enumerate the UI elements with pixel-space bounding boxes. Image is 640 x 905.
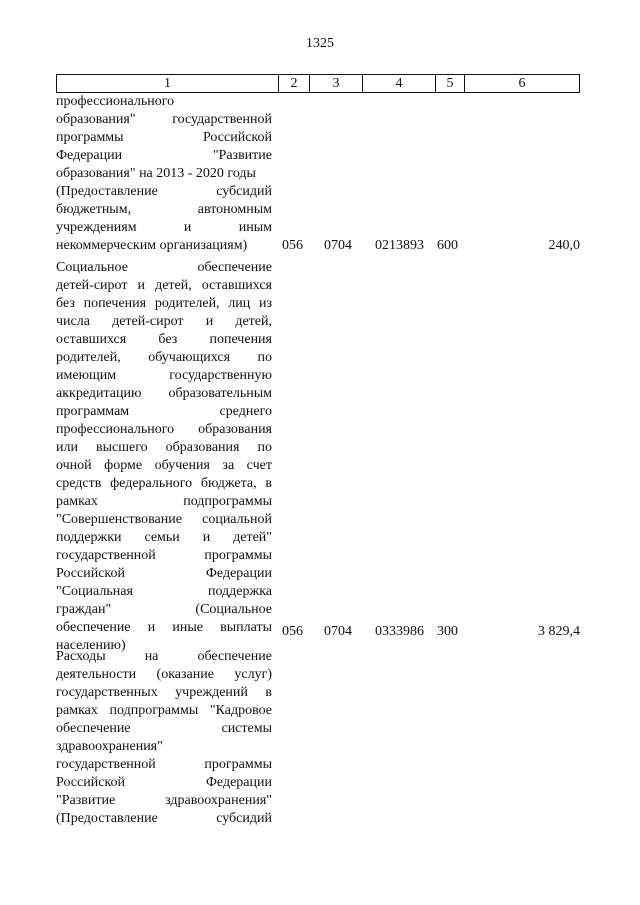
description-line: очной форме обучения за счет bbox=[56, 458, 272, 473]
description-line: профессионального bbox=[56, 94, 175, 109]
description-line: имеющим государственную bbox=[56, 368, 272, 383]
description-line: обеспечение системы bbox=[56, 721, 272, 736]
row-description bbox=[56, 93, 272, 255]
description-line: рамках подпрограммы bbox=[56, 494, 272, 509]
description-line: или высшего образования по bbox=[56, 440, 272, 455]
description-line: государственных учреждений в bbox=[56, 685, 272, 700]
description-line: некоммерческим организациям) bbox=[56, 238, 248, 253]
description-line: программы Российской bbox=[56, 130, 272, 145]
admin-code: 056 bbox=[282, 238, 303, 253]
description-line: государственной программы bbox=[56, 548, 272, 563]
description-line: детей-сирот и детей, оставшихся bbox=[56, 278, 272, 293]
description-line: Федерации "Развитие bbox=[56, 148, 272, 163]
description-line: числа детей-сирот и детей, bbox=[56, 314, 272, 329]
description-line: населению) bbox=[56, 638, 126, 653]
description-line: бюджетным, автономным bbox=[56, 202, 272, 217]
description-line: Социальное обеспечение bbox=[56, 260, 272, 275]
section-code: 0704 bbox=[324, 238, 352, 253]
description-line: без попечения родителей, лиц из bbox=[56, 296, 272, 311]
description-line: аккредитацию образовательным bbox=[56, 386, 272, 401]
description-line: обеспечение и иные выплаты bbox=[56, 620, 272, 635]
description-line: граждан" (Социальное bbox=[56, 602, 272, 617]
description-line: Расходы на обеспечение bbox=[56, 649, 272, 664]
description-line: профессионального образования bbox=[56, 422, 272, 437]
description-line: "Совершенствование социальной bbox=[56, 512, 272, 527]
description-line: родителей, обучающихся по bbox=[56, 350, 272, 365]
description-line: здравоохранения" bbox=[56, 739, 163, 754]
description-line: рамках подпрограммы "Кадровое bbox=[56, 703, 272, 718]
description-line: Российской Федерации bbox=[56, 775, 272, 790]
page-number: 1325 bbox=[306, 36, 334, 51]
description-line: государственной программы bbox=[56, 757, 272, 772]
description-line: поддержки семьи и детей" bbox=[56, 530, 272, 545]
column-header-1: 1 bbox=[57, 75, 279, 92]
column-header-6: 6 bbox=[518, 76, 526, 91]
description-line: Российской Федерации bbox=[56, 566, 272, 581]
description-line: деятельности (оказание услуг) bbox=[56, 667, 272, 682]
row-description bbox=[56, 259, 272, 655]
expense-type-code: 300 bbox=[437, 624, 458, 639]
column-header-3: 3 bbox=[310, 75, 363, 92]
description-line: оставшихся без попечения bbox=[56, 332, 272, 347]
description-line: образования" на 2013 - 2020 годы bbox=[56, 166, 256, 181]
description-line: "Социальная поддержка bbox=[56, 584, 272, 599]
description-line: образования" государственной bbox=[56, 112, 272, 127]
column-header-4: 4 bbox=[363, 75, 436, 92]
expense-type-code: 600 bbox=[437, 238, 458, 253]
section-code: 0704 bbox=[324, 624, 352, 639]
description-line: средств федерального бюджета, в bbox=[56, 476, 272, 491]
amount: 240,0 bbox=[548, 238, 580, 253]
target-code: 0213893 bbox=[375, 238, 424, 253]
column-header-2: 2 bbox=[279, 75, 310, 92]
admin-code: 056 bbox=[282, 624, 303, 639]
amount: 3 829,4 bbox=[538, 624, 580, 639]
table-row bbox=[56, 93, 580, 255]
description-line: (Предоставление субсидий bbox=[56, 184, 272, 199]
description-line: учреждениям и иным bbox=[56, 220, 272, 235]
target-code: 0333986 bbox=[375, 624, 424, 639]
column-header-5: 5 bbox=[436, 75, 465, 92]
description-line: (Предоставление субсидий bbox=[56, 811, 272, 826]
description-line: "Развитие здравоохранения" bbox=[56, 793, 272, 808]
description-line: программам среднего bbox=[56, 404, 272, 419]
table-header bbox=[56, 74, 580, 93]
row-description bbox=[56, 648, 272, 828]
table-row bbox=[56, 648, 580, 828]
table-row bbox=[56, 259, 580, 655]
